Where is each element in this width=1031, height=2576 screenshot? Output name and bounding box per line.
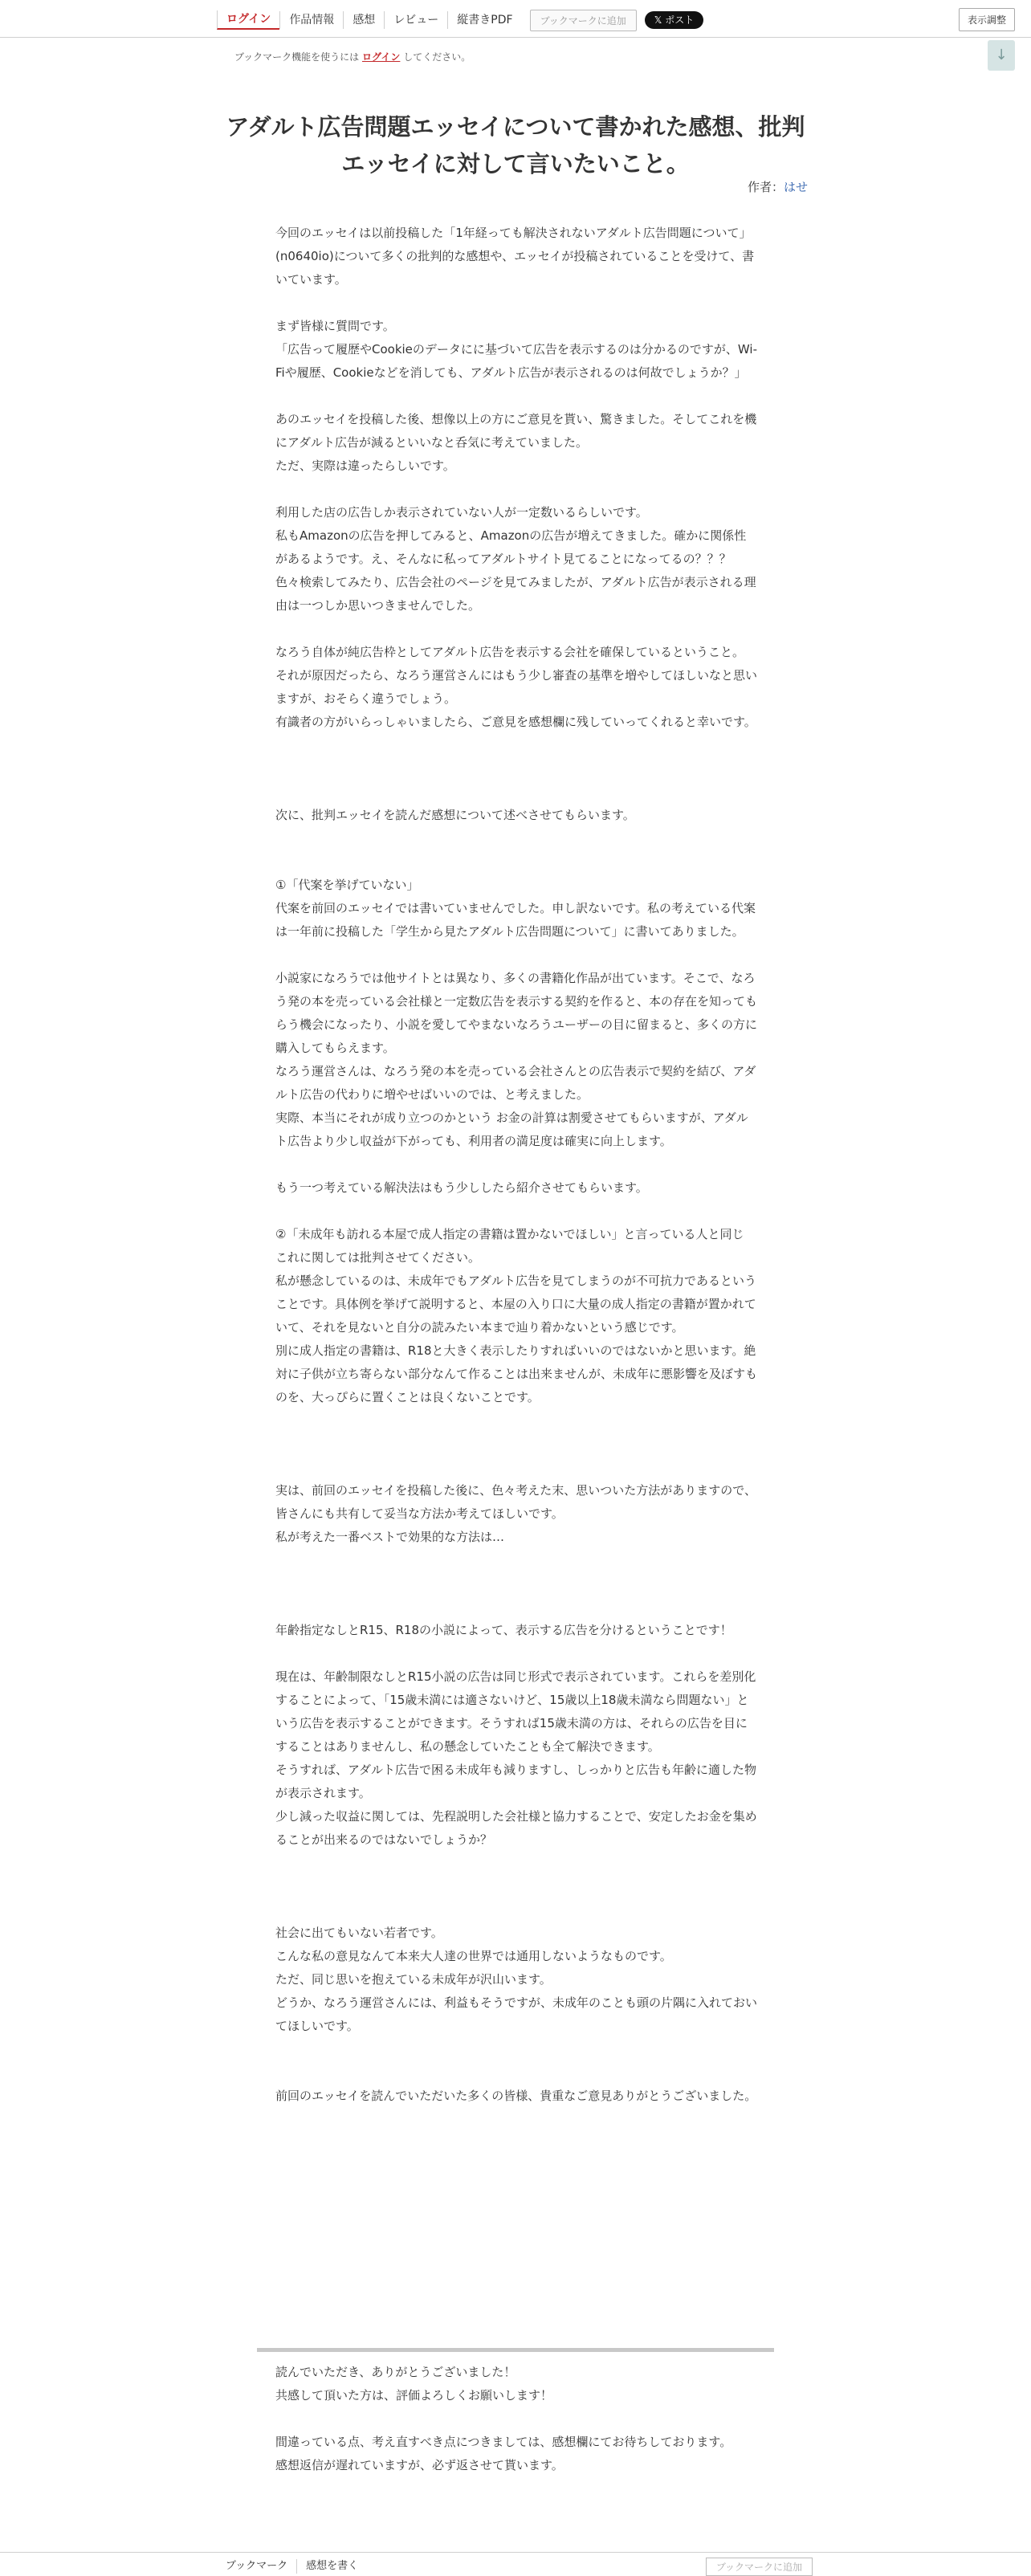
paragraph — [275, 757, 757, 781]
bookmark-notice — [234, 50, 471, 63]
paragraph: 私が懸念しているのは、未成年でもアダルト広告を見てしまうのが不可抗力であるということです。具体例を挙げて説明すると、本屋の入り口に大量の成人指定の書籍が置かれていて、それを見ないと自分の読みたい本まで辿り着かないという感じです。 — [275, 1274, 756, 1335]
paragraph — [275, 618, 757, 641]
afterword — [275, 2361, 757, 2477]
bottom-bar — [0, 2552, 1031, 2571]
paragraph: 年齢指定なしとR15、R18の小説によって、表示する広告を分けるということです！ — [275, 1623, 732, 1637]
paragraph: ①「代案を挙げていない」 — [275, 878, 419, 892]
paragraph — [275, 1572, 757, 1596]
paragraph: 今回のエッセイは以前投稿した「1年経っても解決されないアダルト広告問題について」(n0640io)について多くの批判的な感想や、エッセイが投稿されていることを受けて、書いています。 — [275, 226, 755, 287]
paragraph: 代案を前回のエッセイでは書いていませんでした。申し訳ないです。私の考えている代案は一年前に投稿した「学生から見たアダルト広告問題について」に書いてありました。 — [275, 901, 756, 939]
x-post-button[interactable]: 𝕏 ポスト — [645, 11, 703, 29]
author-line — [748, 178, 808, 195]
paragraph: 実は、前回のエッセイを投稿した後に、色々考えた末、思いついた方法がありますので、皆さんにも共有して妥当な方法か考えてほしいです。 — [275, 1483, 756, 1521]
paragraph — [275, 1549, 757, 1572]
paragraph: 読んでいただき、ありがとうございました！ — [275, 2365, 516, 2379]
paragraph — [275, 1898, 757, 1922]
paragraph — [275, 1409, 757, 1433]
nav-vertical-pdf[interactable]: 縦書きPDF — [447, 11, 521, 29]
nav-review[interactable]: レビュー — [384, 11, 447, 29]
author-link[interactable]: はせ — [783, 180, 808, 194]
notice-prefix: ブックマーク機能を使うには — [234, 51, 362, 63]
paragraph — [275, 291, 757, 315]
paragraph — [275, 1875, 757, 1898]
paragraph: これに関しては批判させてください。 — [275, 1250, 481, 1265]
scroll-down-icon[interactable]: ↓ — [988, 40, 1015, 71]
paragraph: ②「未成年も訪れる本屋で成人指定の書籍は置かないでほしい」と言っている人と同じ — [275, 1227, 744, 1241]
paragraph: 間違っている点、考え直すべき点につきましては、感想欄にてお待ちしております。 — [275, 2435, 732, 2449]
paragraph: そうすれば、アダルト広告で困る未成年も減りますし、しっかりと広告も年齢に適した物が表示されます。 — [275, 1763, 756, 1800]
paragraph — [275, 2407, 757, 2431]
paragraph: 共感して頂いた方は、評価よろしくお願いします！ — [275, 2388, 553, 2403]
paragraph: 小説家になろうでは他サイトとは異なり、多くの書籍化作品が出ています。そこで、なろう発の本を売っている会社様と一定数広告を表示する契約を作ると、本の存在を知ってもらう機会になったり、小説を愛してやまないなろうユーザーの目に留まると、多くの方に購入してもらえます。 — [275, 971, 758, 1055]
paragraph: 現在は、年齢制限なしとR15小説の広告は同じ形式で表示されています。これらを差別化することによって、「15歳未満には適さないけど、15歳以上18歳未満なら問題ない」という広告を表示することができます。そうすれば15歳未満の方は、それらの広告を目にすることはありませんし、私の懸念していたことも全て解決できます。 — [275, 1669, 756, 1754]
paragraph — [275, 1200, 757, 1223]
paragraph — [275, 1456, 757, 1479]
author-label: 作者： — [747, 180, 784, 194]
paragraph: 「広告って履歴やCookieのデータにに基づいて広告を表示するのは分かるのですが、Wi-Fiや履歴、Cookieなどを消しても、アダルト広告が表示されるのは何故でしょうか？」 — [275, 342, 757, 380]
nav-impressions[interactable]: 感想 — [343, 11, 384, 29]
add-bookmark-button[interactable]: ブックマークに追加 — [530, 10, 637, 31]
paragraph: まず皆様に質問です。 — [275, 319, 395, 333]
paragraph: 色々検索してみたり、広告会社のページを見てみましたが、アダルト広告が表示される理由は一つしか思いつきませんでした。 — [275, 575, 756, 613]
paragraph: 次に、批判エッセイを読んだ感想について述べさせてもらいます。 — [275, 808, 635, 822]
paragraph — [275, 1596, 757, 1619]
paragraph: 有識者の方がいらっしゃいましたら、ご意見を感想欄に残していってくれると幸いです。 — [275, 715, 756, 729]
top-nav — [217, 8, 703, 32]
paragraph: 感想返信が遅れていますが、必ず返させて貰います。 — [275, 2458, 564, 2472]
paragraph: 社会に出てもいない若者です。 — [275, 1926, 443, 1940]
paragraph — [275, 1642, 757, 1665]
paragraph: それが原因だったら、なろう運営さんにはもう少し審査の基準を増やしてほしいなと思いますが、おそらく違うでしょう。 — [275, 668, 758, 706]
paragraph: 私もAmazonの広告を押してみると、Amazonの広告が増えてきました。確かに関係性があるようです。え、そんなに私ってアダルトサイト見てることになってるの？？？ — [275, 528, 747, 566]
paragraph — [275, 2038, 757, 2061]
essay-body — [275, 222, 757, 2108]
paragraph: 私が考えた一番ベストで効果的な方法は… — [275, 1530, 505, 1544]
notice-login-link[interactable]: ログイン — [361, 51, 401, 63]
footer-write-impression[interactable]: 感想を書く — [296, 2559, 367, 2574]
paragraph — [275, 478, 757, 501]
paragraph: 別に成人指定の書籍は、R18と大きく表示したりすればいいのではないかと思います。絶対に子供が立ち寄らない部分なんて作ることは出来ませんが、未成年に悪影響を及ぼすものを、大っぴらに置くことは良くないことです。 — [275, 1343, 758, 1404]
footer-add-bookmark-button[interactable]: ブックマークに追加 — [706, 2558, 813, 2576]
nav-work-info[interactable]: 作品情報 — [279, 11, 343, 29]
paragraph: 前回のエッセイを読んでいただいた多くの皆様、貴重なご意見ありがとうございました。 — [275, 2089, 757, 2103]
page-title: アダルト広告問題エッセイについて書かれた感想、批判エッセイに対して言いたいこと。 — [226, 113, 805, 178]
paragraph: ただ、実際は違ったらしいです。 — [275, 459, 455, 473]
paragraph — [275, 944, 757, 967]
afterword-divider — [257, 2348, 774, 2352]
paragraph — [275, 734, 757, 757]
paragraph: あのエッセイを投稿した後、想像以上の方にご意見を貰い、驚きました。そしてこれを機にアダルト広告が減るといいなと呑気に考えていました。 — [275, 412, 757, 450]
display-settings-button[interactable]: 表示調整 — [959, 8, 1015, 31]
paragraph — [275, 827, 757, 850]
nav-login[interactable]: ログイン — [217, 10, 279, 30]
paragraph: なろう運営さんは、なろう発の本を売っている会社さんとの広告表示で契約を結び、アダルト広告の代わりに増やせばいいのでは、と考えました。 — [275, 1064, 756, 1102]
bottom-nav — [217, 2559, 367, 2574]
notice-suffix: してください。 — [400, 51, 471, 63]
paragraph — [275, 385, 757, 408]
paragraph — [275, 850, 757, 874]
paragraph: ただ、同じ思いを抱えている未成年が沢山います。 — [275, 1972, 552, 1987]
paragraph: 少し減った収益に関しては、先程説明した会社様と協力することで、安定したお金を集めることが出来るのではないでしょうか？ — [275, 1809, 757, 1847]
paragraph: 実際、本当にそれが成り立つのかという お金の計算は割愛させてもらいますが、アダルト広告より少し収益が下がっても、利用者の満足度は確実に向上します。 — [275, 1111, 748, 1148]
paragraph — [275, 1852, 757, 1875]
paragraph — [275, 2061, 757, 2085]
paragraph: どうか、なろう運営さんには、利益もそうですが、未成年のことも頭の片隅に入れておいてほしいです。 — [275, 1995, 758, 2033]
paragraph: こんな私の意見なんて本来大人達の世界では通用しないようなものです。 — [275, 1949, 672, 1963]
paragraph — [275, 781, 757, 804]
top-bar — [0, 0, 1031, 38]
footer-bookmark[interactable]: ブックマーク — [226, 2560, 288, 2572]
paragraph — [275, 1433, 757, 1456]
paragraph: もう一つ考えている解決法はもう少ししたら紹介させてもらいます。 — [275, 1180, 648, 1195]
paragraph: 利用した店の広告しか表示されていない人が一定数いるらしいです。 — [275, 505, 648, 520]
paragraph — [275, 1153, 757, 1176]
paragraph: なろう自体が純広告枠としてアダルト広告を表示する会社を確保しているということ。 — [275, 645, 744, 659]
